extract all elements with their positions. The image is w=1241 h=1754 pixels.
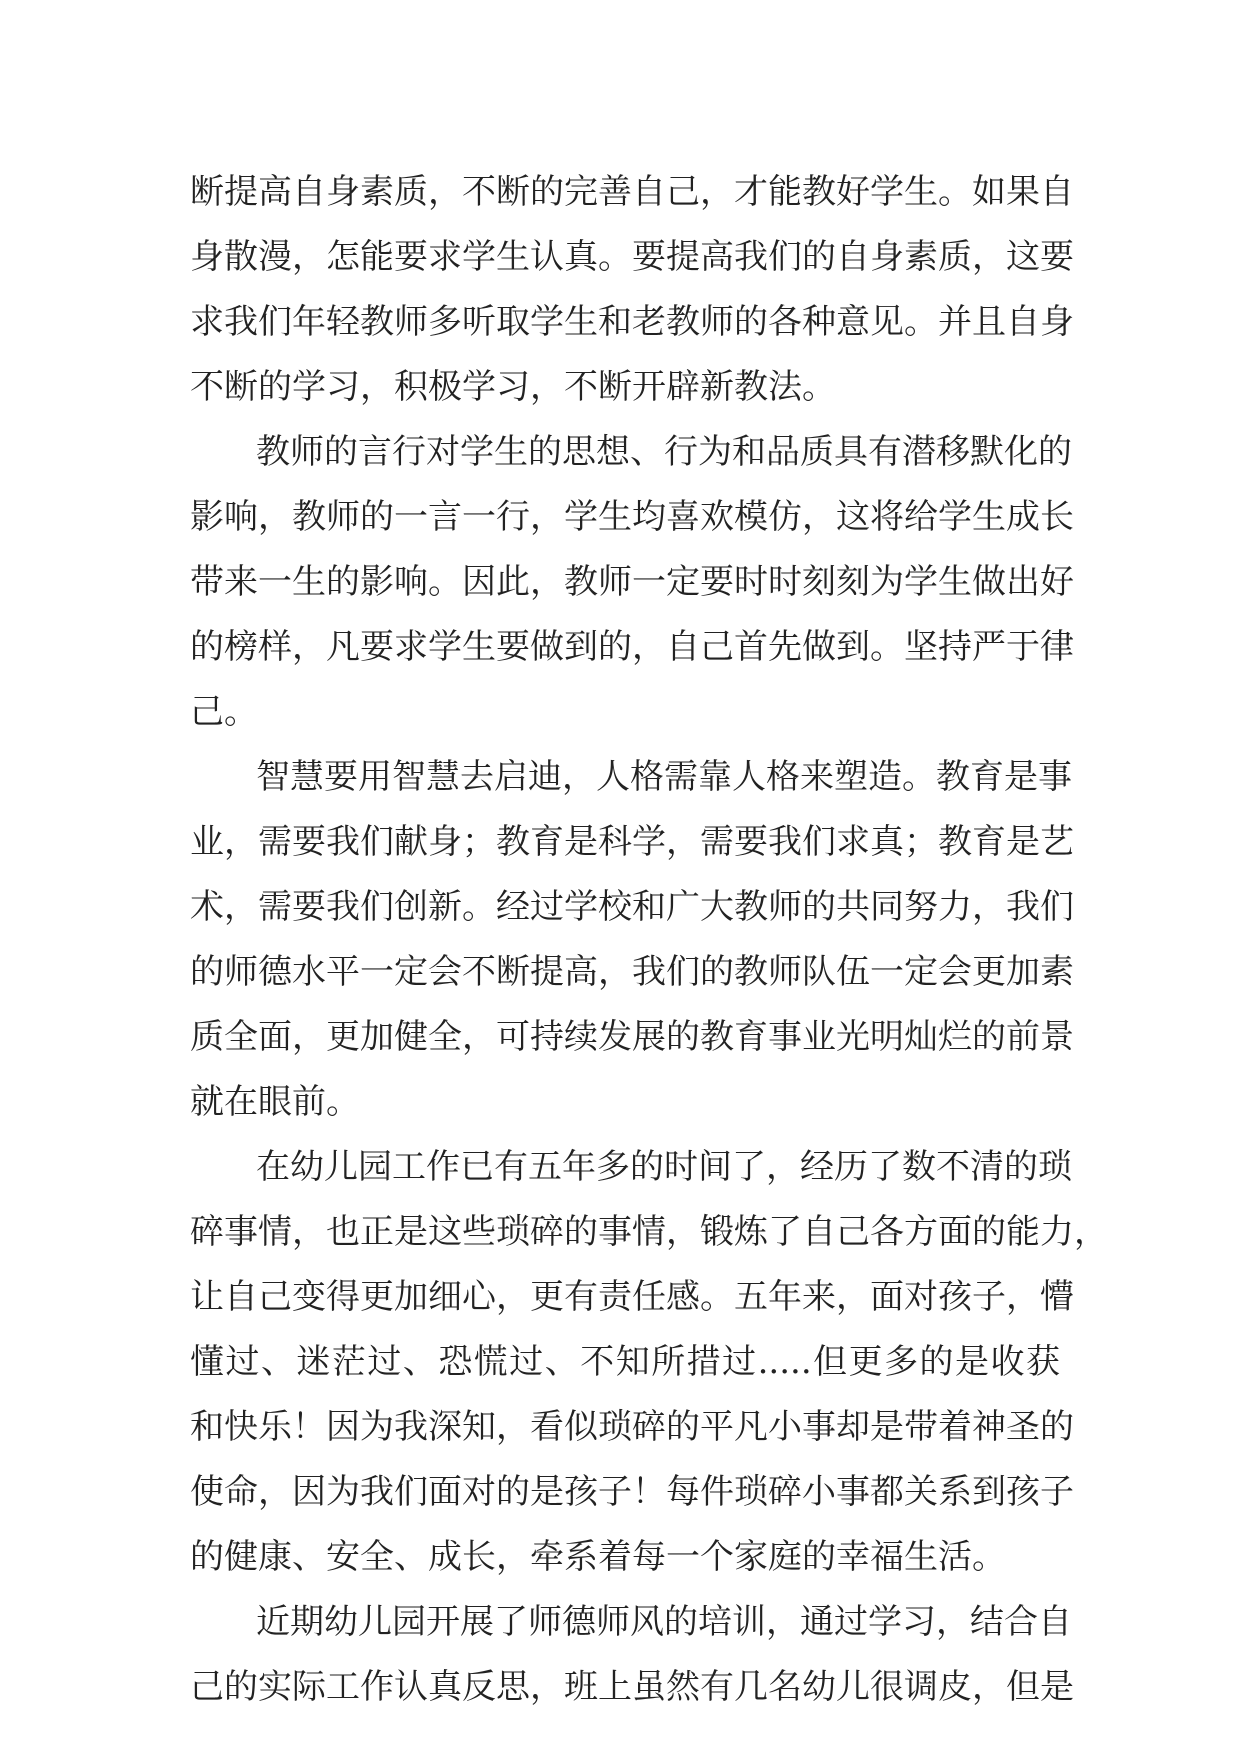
text-line: 懂过、迷茫过、恐慌过、不知所措过.....但更多的是收获 [190, 1342, 1060, 1382]
text-line: 己的实际工作认真反思，班上虽然有几名幼儿很调皮，但是 [190, 1667, 1074, 1707]
text-line: 的榜样，凡要求学生要做到的，自己首先做到。坚持严于律 [190, 627, 1074, 667]
text-line: 让自己变得更加细心，更有责任感。五年来，面对孩子，懵 [190, 1277, 1074, 1317]
text-line: 断提高自身素质，不断的完善自己，才能教好学生。如果自 [190, 172, 1074, 212]
text-line: 就在眼前。 [190, 1082, 360, 1122]
text-line: 求我们年轻教师多听取学生和老教师的各种意见。并且自身 [190, 302, 1074, 342]
text-line: 影响，教师的一言一行，学生均喜欢模仿，这将给学生成长 [190, 497, 1074, 537]
text-line: 智慧要用智慧去启迪，人格需靠人格来塑造。教育是事 [256, 757, 1072, 797]
text-line: 身散漫，怎能要求学生认真。要提高我们的自身素质，这要 [190, 237, 1074, 277]
text-line: 碎事情，也正是这些琐碎的事情，锻炼了自己各方面的能力， [190, 1212, 1108, 1252]
text-line: 使命，因为我们面对的是孩子！每件琐碎小事都关系到孩子 [190, 1472, 1074, 1512]
text-line: 术，需要我们创新。经过学校和广大教师的共同努力，我们 [190, 887, 1074, 927]
text-line: 己。 [190, 692, 258, 732]
text-line: 质全面，更加健全，可持续发展的教育事业光明灿烂的前景 [190, 1017, 1074, 1057]
document-body [190, 160, 1108, 1720]
text-line: 和快乐！因为我深知，看似琐碎的平凡小事却是带着神圣的 [190, 1407, 1074, 1447]
text-line: 在幼儿园工作已有五年多的时间了，经历了数不清的琐 [256, 1147, 1072, 1187]
text-line: 的师德水平一定会不断提高，我们的教师队伍一定会更加素 [190, 952, 1074, 992]
text-line: 业，需要我们献身；教育是科学，需要我们求真；教育是艺 [190, 822, 1074, 862]
text-line: 近期幼儿园开展了师德师风的培训，通过学习，结合自 [256, 1602, 1072, 1642]
text-line: 带来一生的影响。因此，教师一定要时时刻刻为学生做出好 [190, 562, 1074, 602]
text-line: 不断的学习，积极学习，不断开辟新教法。 [190, 367, 836, 407]
text-line: 教师的言行对学生的思想、行为和品质具有潜移默化的 [256, 432, 1072, 472]
text-line: 的健康、安全、成长，牵系着每一个家庭的幸福生活。 [190, 1537, 1006, 1577]
